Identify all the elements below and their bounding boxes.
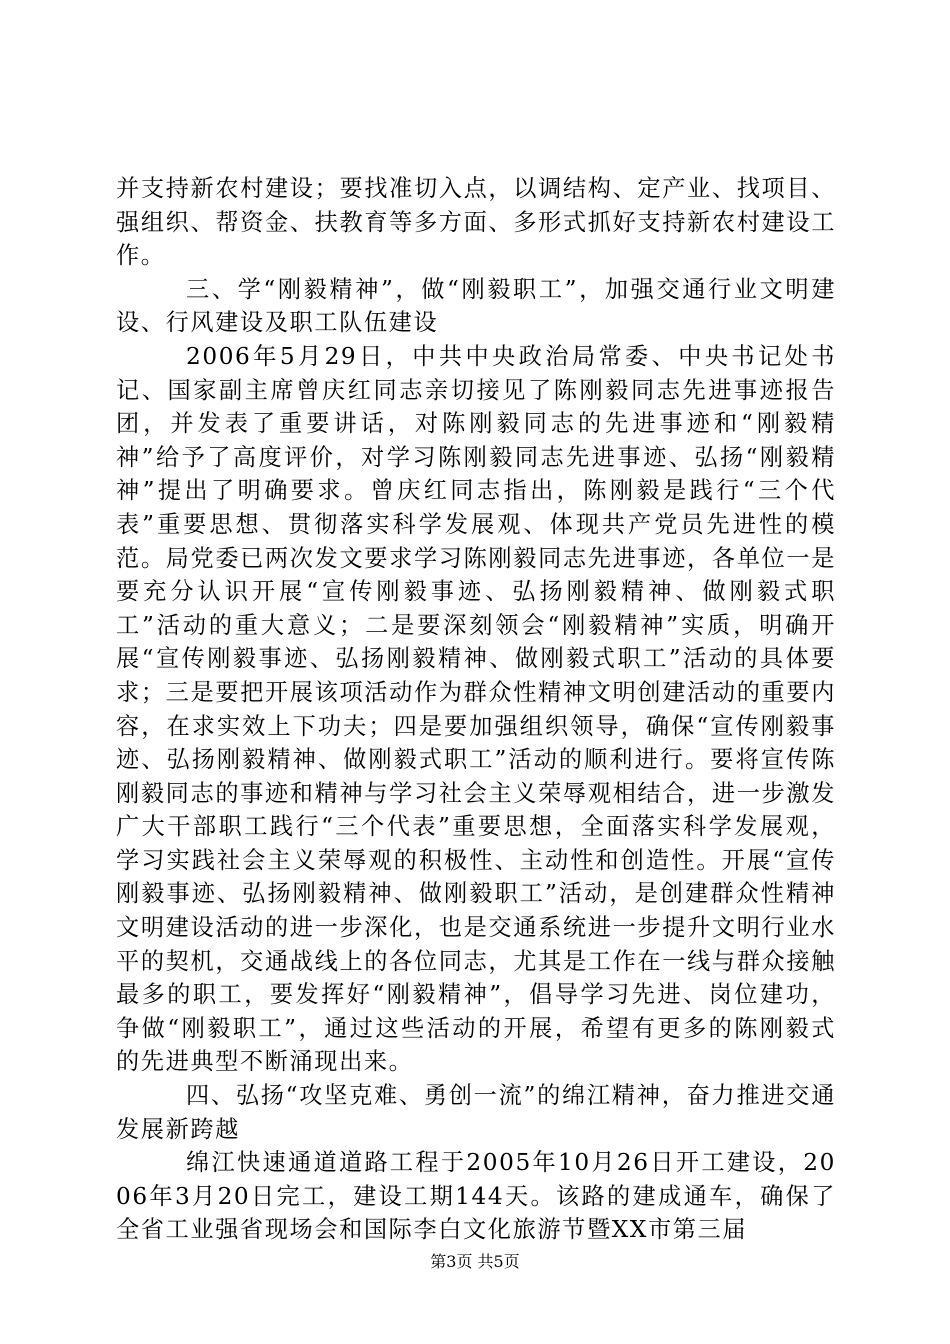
paragraph-mianjiang-road: 绵江快速通道道路工程于2005年10月26日开工建设，2006年3月20日完工，建设工期144天。该路的建成通车，确保了全省工业强省现场会和国际李白文化旅游节暨XX市第三届 [116, 1149, 836, 1244]
section-heading-three: 三、学“刚毅精神”，做“刚毅职工”，加强交通行业文明建设、行风建设及职工队伍建设 [116, 275, 836, 337]
page-number-label: 第3页 共5页 [430, 1252, 520, 1271]
paragraph-gangyi-spirit: 2006年5月29日，中共中央政治局常委、中央书记处书记、国家副主席曾庆红同志亲切接见了陈刚毅同志先进事迹报告团，并发表了重要讲话，对陈刚毅同志的先进事迹和“刚毅精神”给予了高度评价，对学习陈刚毅同志先进事迹、弘扬“刚毅精神”提出了明确要求。曾庆红同志指出，陈刚毅是践行“三个代表”重要思想、贯彻落实科学发展观、体现共产党员先进性的模范。局党委已两次发文要求学习陈刚毅同志先进事迹，各单位一是要充分认识开展“宣传刚毅事迹、弘扬刚毅精神、做刚毅式职工”活动的重大意义；二是要深刻领会“刚毅精神”实质，明确开展“宣传刚毅事迹、弘扬刚毅精神、做刚毅式职工”活动的具体要求；三是要把开展该项活动作为群众性精神文明创建活动的重要内容，在求实效上下功夫；四是要加强组织领导，确保“宣传刚毅事迹、弘扬刚毅精神、做刚毅式职工”活动的顺利进行。要将宣传陈刚毅同志的事迹和精神与学习社会主义荣辱观相结合，进一步激发广大干部职工践行“三个代表”重要思想，全面落实科学发展观，学习实践社会主义荣辱观的积极性、主动性和创造性。开展“宣传刚毅事迹、弘扬刚毅精神、做刚毅职工”活动，是创建群众性精神文明建设活动的进一步深化，也是交通系统进一步提升文明行业水平的契机，交通战线上的各位同志，尤其是工作在一线与群众接触最多的职工，要发挥好“刚毅精神”，倡导学习先进、岗位建功，争做“刚毅职工”，通过这些活动的开展，希望有更多的陈刚毅式的先进典型不断涌现出来。 [116, 342, 836, 1076]
document-body [116, 172, 836, 1247]
paragraph-continuation: 并支持新农村建设；要找准切入点，以调结构、定产业、找项目、强组织、帮资金、扶教育等多方面、多形式抓好支持新农村建设工作。 [116, 175, 836, 270]
section-heading-four: 四、弘扬“攻坚克难、勇创一流”的绵江精神，奋力推进交通发展新跨越 [116, 1082, 836, 1143]
page-footer [0, 1252, 950, 1272]
